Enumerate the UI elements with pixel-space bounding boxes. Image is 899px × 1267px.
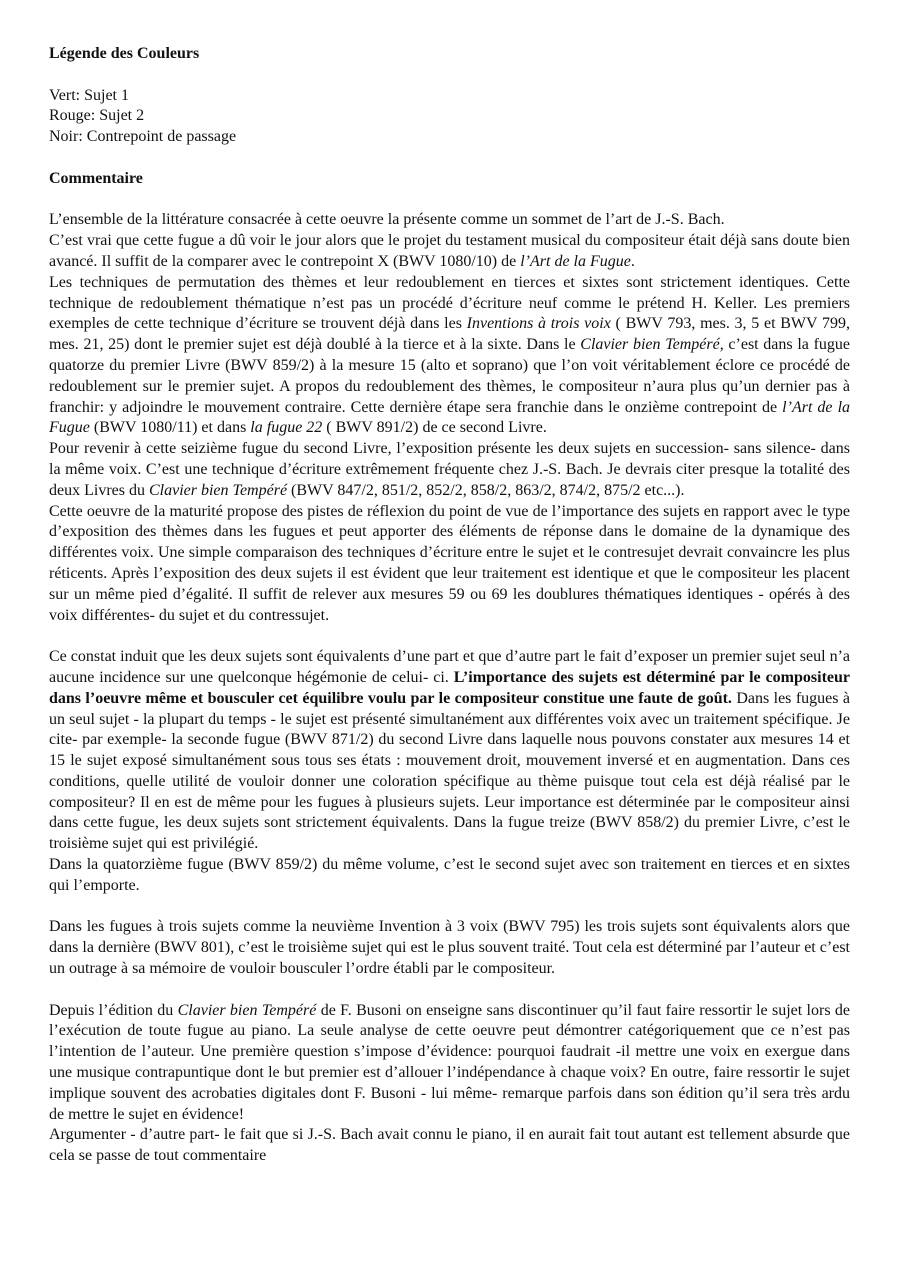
- paragraph: Ce constat induit que les deux sujets sont équivalents d’une part et que d’autre part le fait d’exposer un premier sujet seul n’a aucune incidence sur une quelconque hégémonie de celui- ci. L’importance des sujets est déterminé par le compositeur dans l’oeuvre même et bousculer cet équilibre voulu par le compositeur constitue une faute de goût. Dans les fugues à un seul sujet - la plupart du temps - le sujet est présenté simultanément aux différentes voix avec un traitement spécifique. Je cite- par exemple- la seconde fugue (BWV 871/2) du second Livre dans laquelle nous pouvons constater aux mesures 14 et 15 le sujet exposé simultanément sous tous ses états : mouvement droit, mouvement inversé et en augmentation. Dans ces conditions, quelle utilité de vouloir donner une coloration spécifique au thème puisque tout cela est déjà réalisé par le compositeur? Il en est de même pour les fugues à plusieurs sujets. Leur importance est déterminée par le compositeur ainsi dans cette fugue, les deux sujets sont strictement équivalents. Dans la fugue treize (BWV 858/2) du premier Livre, c’est le troisième sujet qui est privilégié.: [49, 648, 850, 853]
- spacer: [49, 190, 850, 211]
- paragraph: Pour revenir à cette seizième fugue du second Livre, l’exposition présente les deux sujets en succession- sans silence- dans la même voix. C’est une technique d’écriture extrêmement fréquente chez J.-S. Bach. Je devrais citer presque la totalité des deux Livres du Clavier bien Tempéré (BWV 847/2, 851/2, 852/2, 858/2, 863/2, 874/2, 875/2 etc...).: [49, 440, 850, 499]
- document-page: [49, 44, 850, 1167]
- work-title: Clavier bien Tempéré: [148, 481, 288, 499]
- paragraph: Argumenter - d’autre part- le fait que si J.-S. Bach avait connu le piano, il en aurait fait tout autant est tellement absurde que cela se passe de tout commentaire: [49, 1126, 850, 1165]
- paragraph: Depuis l’édition du Clavier bien Tempéré de F. Busoni on enseigne sans discontinuer qu’il faut faire ressortir le sujet lors de l’exécution de toute fugue au piano. La seule analyse de cette oeuvre peut démontrer catégoriquement que ce n’est pas l’intention de l’auteur. Une première question s’impose d’évidence: pourquoi faudrait -il mettre une voix en exergue dans une musique contrapuntique dont le but premier est d’allouer l’indépendance à chaque voix? En outre, faire ressortir le sujet implique souvent des acrobaties digitales dont F. Busoni - lui même- remarque parfois dans son édition qu’il sera très ardu de mettre le sujet en évidence!: [49, 1001, 850, 1123]
- commentary-title: Commentaire: [49, 169, 143, 187]
- work-title: l’Art de la Fugue: [49, 398, 851, 437]
- paragraph: Les techniques de permutation des thèmes et leur redoublement en tierces et sixtes sont strictement identiques. Cette technique de redoublement thématique n’est pas un procédé d’écriture neuf comme le prétend H. Keller. Les premiers exemples de cette technique d’écriture se trouvent déjà dans les Inventions à trois voix ( BWV 793, mes. 3, 5 et BWV 799, mes. 21, 25) dont le premier sujet est déjà doublé à la tierce et à la sixte. Dans le Clavier bien Tempéré, c’est dans la fugue quatorze du premier Livre (BWV 859/2) à la mesure 15 (alto et soprano) que l’on voit véritablement éclore ce procédé de redoublement sur le premier sujet. A propos du redoublement des thèmes, le compositeur n’aura plus qu’un dernier pas à franchir: y adjoindre le mouvement contraire. Cette dernière étape sera franchie dans le onzième contrepoint de l’Art de la Fugue (BWV 1080/11) et dans la fugue 22 ( BWV 891/2) de ce second Livre.: [49, 273, 851, 437]
- work-title: Clavier bien Tempéré: [580, 336, 720, 354]
- work-title: Clavier bien Tempéré: [177, 1001, 317, 1019]
- legend-item-black: Noir: Contrepoint de passage: [49, 128, 237, 146]
- spacer: [49, 897, 850, 918]
- work-title: Inventions à trois voix: [466, 315, 611, 333]
- spacer: [49, 148, 850, 169]
- emphasis: L’importance des sujets est déterminé par le compositeur dans l’oeuvre même et bousculer cet équilibre voulu par le compositeur constitue une faute de goût.: [49, 668, 850, 707]
- paragraph: Dans les fugues à trois sujets comme la neuvième Invention à 3 voix (BWV 795) les trois sujets sont équivalents alors que dans la dernière (BWV 801), c’est le troisième sujet qui est le plus souvent traité. Tout cela est déterminé par l’auteur et c’est un outrage à sa mémoire de vouloir bousculer l’ordre établi par le compositeur.: [49, 918, 850, 978]
- paragraph: C’est vrai que cette fugue a dû voir le jour alors que le projet du testament musical du compositeur était déjà sans doute bien avancé. Il suffit de la comparer avec le contrepoint X (BWV 1080/10) de l’Art de la Fugue.: [49, 232, 850, 270]
- work-title: l’Art de la Fugue: [520, 252, 631, 270]
- legend-item-red: Rouge: Sujet 2: [49, 107, 145, 125]
- work-title: la fugue 22: [250, 419, 323, 437]
- legend-item-green: Vert: Sujet 1: [49, 86, 129, 104]
- paragraph: Cette oeuvre de la maturité propose des pistes de réflexion du point de vue de l’importance des sujets en rapport avec le type d’exposition des thèmes dans les fugues et peut apporter des éléments de réponse dans le domaine de la dynamique des différentes voix. Une simple comparaison des techniques d’écriture entre le sujet et le contresujet devrait convaincre les plus réticents. Après l’exposition des deux sujets il est évident que leur traitement est identique et que le compositeur les placent sur un même pied d’égalité. Il suffit de relever aux mesures 59 ou 69 les doublures thématiques identiques - opérés à des voix différentes- du sujet et du contressujet.: [49, 502, 850, 624]
- spacer: [49, 65, 850, 86]
- paragraph: L’ensemble de la littérature consacrée à cette oeuvre la présente comme un sommet de l’art de J.-S. Bach.: [49, 211, 725, 229]
- spacer: [49, 626, 850, 647]
- legend-title: Légende des Couleurs: [49, 45, 200, 62]
- spacer: [49, 980, 850, 1001]
- paragraph: Dans la quatorzième fugue (BWV 859/2) du même volume, c’est le second sujet avec son traitement en tierces et en sixtes qui l’emporte.: [49, 856, 850, 894]
